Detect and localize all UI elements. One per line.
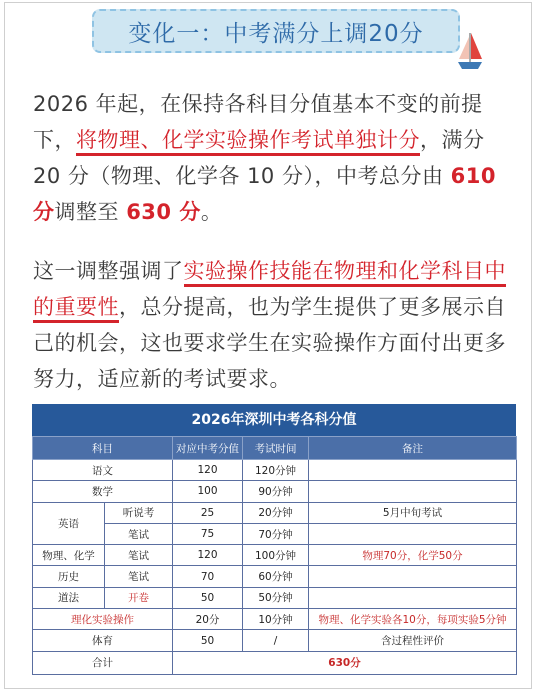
cell-score: 50 [173, 587, 243, 608]
section-title: 变化一：中考满分上调20分 [92, 9, 460, 53]
cell-time: / [243, 630, 309, 651]
p2-text-a: 这一调整强调了 [33, 259, 184, 283]
new-total-score: 630 分 [126, 200, 201, 224]
cell-note [309, 481, 517, 502]
table-header-row [33, 437, 517, 460]
table-row [33, 630, 517, 651]
score-table [32, 404, 516, 675]
cell-total-value: 630分 [173, 651, 517, 674]
cell-score: 50 [173, 630, 243, 651]
table-row [33, 587, 517, 608]
table-row [33, 609, 517, 630]
cell-score: 120 [173, 460, 243, 481]
cell-note [309, 587, 517, 608]
cell-subject: 合计 [33, 651, 173, 674]
cell-note [309, 523, 517, 544]
cell-subject: 理化实验操作 [33, 609, 173, 630]
cell-score: 75 [173, 523, 243, 544]
cell-time: 50分钟 [243, 587, 309, 608]
table-row [33, 523, 517, 544]
p1-text-e: 调整至 [54, 200, 127, 224]
table-row [33, 502, 517, 523]
cell-subtype: 笔试 [105, 566, 173, 587]
old-total-score: 610 分 [33, 164, 496, 224]
cell-note: 含过程性评价 [309, 630, 517, 651]
cell-score: 100 [173, 481, 243, 502]
cell-time: 90分钟 [243, 481, 309, 502]
cell-subtype: 笔试 [105, 523, 173, 544]
cell-subtype: 听说考 [105, 502, 173, 523]
cell-note [309, 566, 517, 587]
cell-subject: 物理、化学 [33, 545, 105, 566]
cell-time: 120分钟 [243, 460, 309, 481]
p2-text-c: ，总分提高，也为学生提供了更多展示自己的机会，这也要求学生在实验操作方面付出更多努力，适应新的考试要求。 [33, 295, 506, 391]
cell-subject: 英语 [33, 502, 105, 545]
header-subject: 科目 [33, 437, 173, 460]
cell-time: 60分钟 [243, 566, 309, 587]
cell-subtype: 开卷 [105, 587, 173, 608]
header-note: 备注 [309, 437, 517, 460]
paragraph-importance [33, 253, 513, 397]
table-title: 2026年深圳中考各科分值 [32, 404, 516, 436]
cell-time: 10分钟 [243, 609, 309, 630]
cell-subject: 语文 [33, 460, 173, 481]
cell-score: 120 [173, 545, 243, 566]
table-total-row [33, 651, 517, 674]
p1-text-c: ，满分 20 分（物理、化学各 10 分），中考总分由 [33, 128, 485, 188]
cell-subtype: 笔试 [105, 545, 173, 566]
cell-note: 物理、化学实验各10分，每项实验5分钟 [309, 609, 517, 630]
cell-time: 20分钟 [243, 502, 309, 523]
header-time: 考试时间 [243, 437, 309, 460]
p1-text-a: 2026 年起，在保持各科目分值基本不变的前提下， [33, 92, 483, 152]
table-row [33, 460, 517, 481]
cell-subject: 体育 [33, 630, 173, 651]
sailboat-icon [456, 31, 484, 73]
header-score: 对应中考分值 [173, 437, 243, 460]
p1-text-g: 。 [200, 200, 223, 224]
cell-note: 5月中旬考试 [309, 502, 517, 523]
table-row [33, 545, 517, 566]
cell-time: 70分钟 [243, 523, 309, 544]
cell-subject: 道法 [33, 587, 105, 608]
p1-highlight: 将物理、化学实验操作考试单独计分 [76, 128, 420, 156]
cell-subject: 数学 [33, 481, 173, 502]
cell-subject: 历史 [33, 566, 105, 587]
cell-score: 70 [173, 566, 243, 587]
table-row [33, 566, 517, 587]
table-row [33, 481, 517, 502]
cell-time: 100分钟 [243, 545, 309, 566]
cell-note: 物理70分，化学50分 [309, 545, 517, 566]
cell-note [309, 460, 517, 481]
paragraph-score-change [33, 86, 513, 230]
cell-score: 20分 [173, 609, 243, 630]
p2-highlight: 实验操作技能在物理和化学科目中的重要性 [33, 259, 506, 323]
cell-score: 25 [173, 502, 243, 523]
